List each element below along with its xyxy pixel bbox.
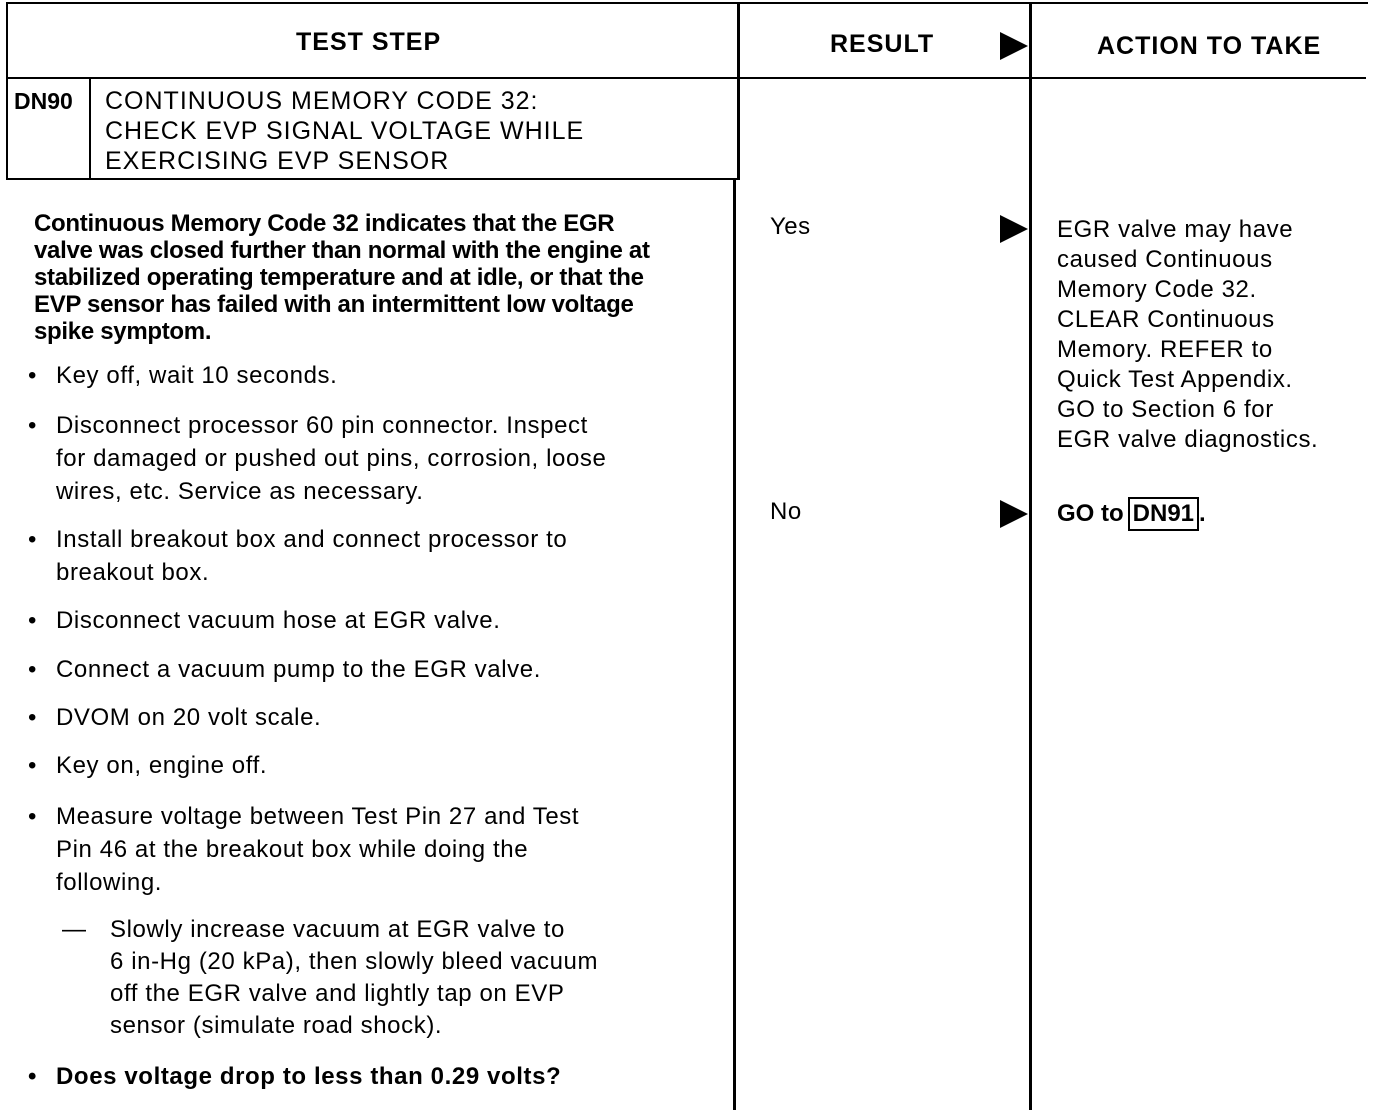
intro-line: EVP sensor has failed with an intermittent low voltage <box>34 291 634 318</box>
bullet-dot: • <box>28 752 38 779</box>
no-action-suffix: . <box>1199 500 1206 527</box>
step-title-line: CHECK EVP SIGNAL VOLTAGE WHILE <box>105 117 585 145</box>
yes-action-line: caused Continuous <box>1057 246 1273 273</box>
yes-action <box>1057 215 1318 455</box>
yes-arrow-icon <box>1000 215 1028 243</box>
bullet-line: for damaged or pushed out pins, corrosion, loose <box>56 445 607 472</box>
no-action <box>1057 497 1206 531</box>
bullet-dot: • <box>28 1063 38 1090</box>
bullet-dot: • <box>28 803 38 830</box>
bullet-line: Disconnect vacuum hose at EGR valve. <box>56 607 501 634</box>
bullet-dot: • <box>28 656 38 683</box>
no-action-prefix: GO to <box>1057 500 1124 527</box>
yes-action-line: EGR valve may have <box>1057 216 1294 243</box>
question-text: Does voltage drop to less than 0.29 volts? <box>56 1063 562 1090</box>
yes-action-line: CLEAR Continuous <box>1057 306 1275 333</box>
left-border <box>6 2 8 180</box>
sub-item-line: off the EGR valve and lightly tap on EVP <box>110 980 565 1007</box>
step-title-line: EXERCISING EVP SENSOR <box>105 147 450 175</box>
step-title-bottom-border <box>6 178 738 180</box>
yes-action-line: GO to Section 6 for <box>1057 396 1274 423</box>
yes-action-line: Memory Code 32. <box>1057 276 1257 303</box>
no-arrow-icon <box>1000 500 1028 528</box>
sub-item-line: 6 in-Hg (20 kPa), then slowly bleed vacuum <box>110 948 599 975</box>
header-bottom-border <box>6 77 1366 79</box>
intro-line: spike symptom. <box>34 318 212 345</box>
intro-line: stabilized operating temperature and at idle, or that the <box>34 264 644 291</box>
step-title-line: CONTINUOUS MEMORY CODE 32: <box>105 87 539 115</box>
bullet-line: Key off, wait 10 seconds. <box>56 362 338 389</box>
result-yes: Yes <box>770 213 811 240</box>
dash-mark: — <box>62 916 87 943</box>
step-id-divider <box>89 79 91 180</box>
bullet-dot: • <box>28 412 38 439</box>
step-reference-link[interactable]: DN91 <box>1128 497 1199 531</box>
intro-line: Continuous Memory Code 32 indicates that the EGR <box>34 210 615 237</box>
result-no: No <box>770 498 802 525</box>
bullet-line: Install breakout box and connect processor to <box>56 526 568 553</box>
divider-step-result <box>737 2 740 180</box>
bullet-dot: • <box>28 526 38 553</box>
bullet-line: following. <box>56 869 163 896</box>
bullet-line: Key on, engine off. <box>56 752 268 779</box>
bullet-line: DVOM on 20 volt scale. <box>56 704 322 731</box>
bullet-line: Measure voltage between Test Pin 27 and Test <box>56 803 580 830</box>
step-id: DN90 <box>14 88 73 114</box>
bullet-line: Pin 46 at the breakout box while doing the <box>56 836 529 863</box>
bullet-line: Disconnect processor 60 pin connector. Inspect <box>56 412 588 439</box>
yes-action-line: Quick Test Appendix. <box>1057 366 1293 393</box>
yes-action-line: EGR valve diagnostics. <box>1057 426 1319 453</box>
bullet-line: wires, etc. Service as necessary. <box>56 478 424 505</box>
yes-action-line: Memory. REFER to <box>1057 336 1273 363</box>
header-action: ACTION TO TAKE <box>1097 32 1322 60</box>
sub-item-line: Slowly increase vacuum at EGR valve to <box>110 916 565 943</box>
bullet-line: breakout box. <box>56 559 210 586</box>
divider-result-action <box>1029 2 1032 1110</box>
bullet-line: Connect a vacuum pump to the EGR valve. <box>56 656 541 683</box>
step-title <box>105 86 584 176</box>
intro-paragraph <box>34 210 734 345</box>
header-arrow-icon <box>1000 32 1028 60</box>
bullet-dot: • <box>28 607 38 634</box>
top-border <box>6 2 1368 4</box>
header-result: RESULT <box>830 30 935 58</box>
intro-line: valve was closed further than normal with the engine at <box>34 237 650 264</box>
header-test-step: TEST STEP <box>296 28 442 56</box>
sub-item-line: sensor (simulate road shock). <box>110 1012 443 1039</box>
bullet-dot: • <box>28 362 38 389</box>
bullet-dot: • <box>28 704 38 731</box>
